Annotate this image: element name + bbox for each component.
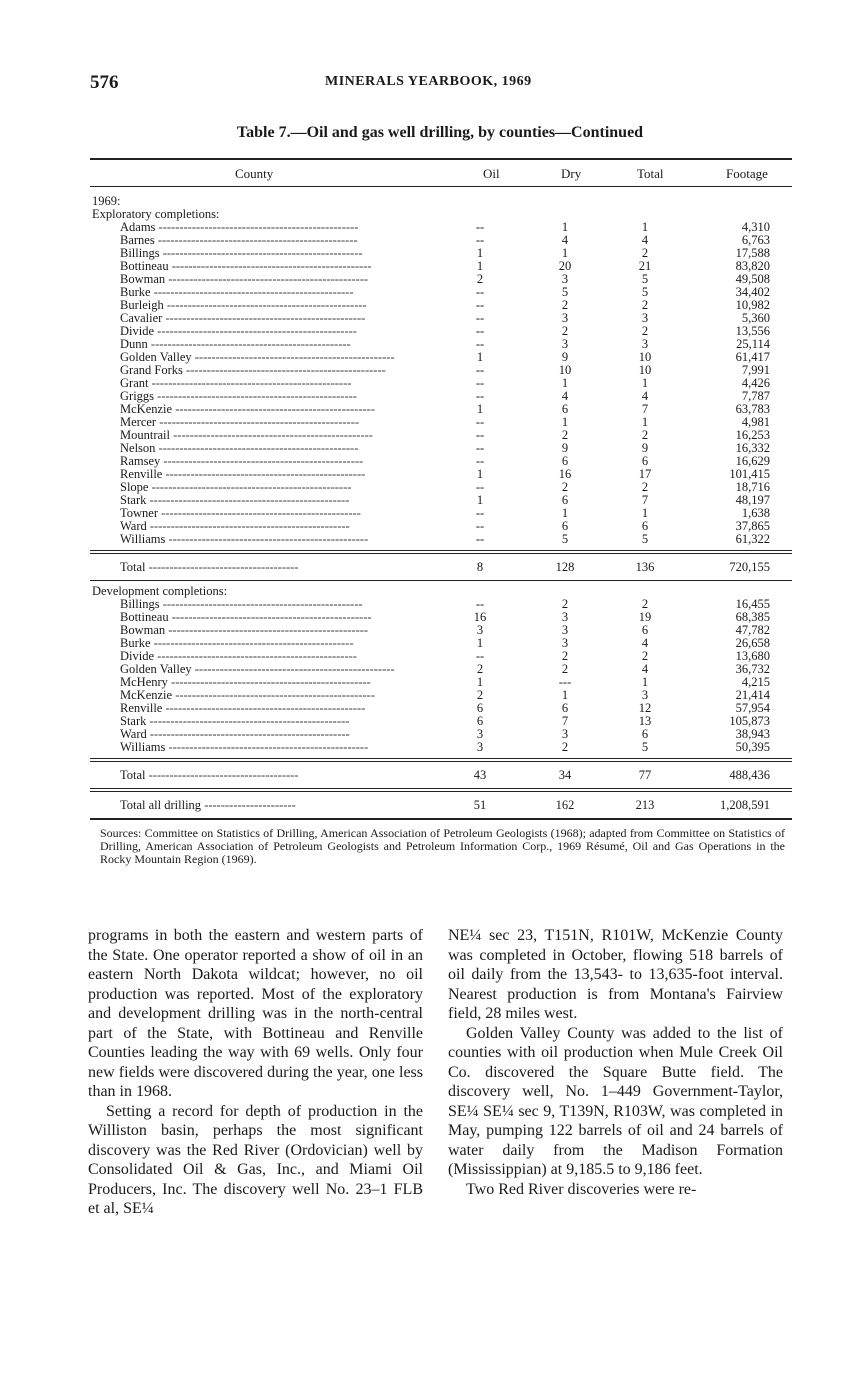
oil-count: --: [475, 337, 485, 351]
section-label-exploratory: Exploratory completions:: [92, 208, 220, 221]
col-header-dry: Dry: [561, 166, 582, 181]
county-name: Billings ------------------------------------------------: [120, 247, 363, 260]
county-name: Bottineau ------------------------------------------------: [120, 260, 372, 273]
grand-total-total: 213: [635, 798, 655, 812]
footage-value: 7,787: [741, 389, 770, 403]
total-count: 3: [641, 688, 649, 702]
oil-count: 2: [476, 688, 484, 702]
table-row: [90, 299, 792, 312]
dry-count: 6: [561, 493, 569, 507]
footage-value: 1,638: [741, 506, 770, 520]
total-count: 2: [641, 428, 649, 442]
total-count: 2: [641, 246, 649, 260]
footage-value: 18,716: [735, 480, 770, 494]
dry-count: ---: [558, 675, 572, 689]
total-count: 9: [641, 441, 649, 455]
oil-count: 2: [476, 272, 484, 286]
footage-value: 16,455: [735, 597, 770, 611]
footage-value: 38,943: [735, 727, 770, 741]
footage-value: 61,417: [735, 350, 770, 364]
county-name: Mountrail ------------------------------------------------: [120, 429, 373, 442]
table-row: [90, 741, 792, 754]
total-count: 5: [641, 272, 649, 286]
dry-count: 6: [561, 519, 569, 533]
oil-count: --: [475, 480, 485, 494]
total-count: 7: [641, 402, 649, 416]
total-count: 6: [641, 623, 649, 637]
dry-count: 3: [561, 623, 569, 637]
oil-count: --: [475, 441, 485, 455]
county-name: Renville ------------------------------------------------: [120, 468, 366, 481]
footage-value: 4,981: [741, 415, 770, 429]
oil-count: --: [475, 519, 485, 533]
year-label: 1969:: [92, 195, 121, 208]
dry-count: 3: [561, 272, 569, 286]
dry-count: 3: [561, 636, 569, 650]
oil-count: 1: [476, 636, 484, 650]
county-name: McKenzie ------------------------------------------------: [120, 689, 375, 702]
oil-count: 1: [476, 246, 484, 260]
oil-count: --: [475, 298, 485, 312]
page-number: 576: [90, 72, 119, 93]
table-row: [90, 312, 792, 325]
table-row: [90, 624, 792, 637]
oil-count: 16: [473, 610, 487, 624]
county-name: Barnes ------------------------------------------------: [120, 234, 358, 247]
table-row: [90, 481, 792, 494]
footage-value: 4,310: [741, 220, 770, 234]
total-count: 6: [641, 519, 649, 533]
footage-value: 61,322: [735, 532, 770, 546]
oil-count: 1: [476, 259, 484, 273]
footage-value: 16,629: [735, 454, 770, 468]
oil-count: --: [475, 233, 485, 247]
oil-count: --: [475, 220, 485, 234]
footage-value: 26,658: [735, 636, 770, 650]
county-name: Mercer ------------------------------------------------: [120, 416, 360, 429]
table-row: [90, 442, 792, 455]
county-name: Burke ------------------------------------------------: [120, 637, 354, 650]
dry-count: 9: [561, 350, 569, 364]
total-oil: 8: [476, 560, 484, 574]
table-row: [90, 325, 792, 338]
table-header-row: [90, 160, 792, 186]
dry-count: 1: [561, 220, 569, 234]
dry-count: 10: [558, 363, 572, 377]
total-count: 2: [641, 597, 649, 611]
dry-count: 7: [561, 714, 569, 728]
dry-count: 2: [561, 324, 569, 338]
oil-count: 1: [476, 467, 484, 481]
footage-value: 49,508: [735, 272, 770, 286]
total-count: 6: [641, 454, 649, 468]
dry-count: 3: [561, 727, 569, 741]
footage-value: 13,556: [735, 324, 770, 338]
total-dry: 34: [558, 768, 572, 782]
dry-count: 3: [561, 311, 569, 325]
footage-value: 83,820: [735, 259, 770, 273]
dry-count: 6: [561, 402, 569, 416]
table-row: [90, 689, 792, 702]
total-count: 5: [641, 740, 649, 754]
footage-value: 13,680: [735, 649, 770, 663]
drilling-table: [90, 158, 792, 820]
table-row: [90, 455, 792, 468]
running-title: MINERALS YEARBOOK, 1969: [325, 74, 532, 89]
oil-count: 3: [476, 740, 484, 754]
total-oil: 43: [473, 768, 487, 782]
table-row: [90, 377, 792, 390]
exploratory-rows: [90, 221, 792, 546]
total-count: 10: [638, 363, 652, 377]
total-count: 1: [641, 675, 649, 689]
oil-count: --: [475, 597, 485, 611]
dry-count: 3: [561, 337, 569, 351]
footage-value: 17,588: [735, 246, 770, 260]
county-name: McHenry ------------------------------------------------: [120, 676, 371, 689]
total-count: 7: [641, 493, 649, 507]
table-row: [90, 390, 792, 403]
dry-count: 1: [561, 506, 569, 520]
footage-value: 57,954: [735, 701, 770, 715]
footage-value: 105,873: [729, 714, 770, 728]
paragraph: Setting a record for depth of production in the Williston basin, perhaps the most significant discovery was the Red River (Ordovician) well by Consolidated Oil & Gas, Inc., and Miami Oil Producers, Inc. The discovery well No. 23–1 FLB et al, SE¼: [88, 1102, 423, 1217]
footage-value: 16,332: [735, 441, 770, 455]
exploratory-total-row: [90, 554, 792, 580]
total-footage: 720,155: [729, 560, 770, 574]
footage-value: 21,414: [735, 688, 770, 702]
dry-count: 1: [561, 376, 569, 390]
table-row: [90, 221, 792, 234]
total-count: 3: [641, 337, 649, 351]
total-count: 5: [641, 532, 649, 546]
col-header-footage: Footage: [726, 166, 768, 181]
dry-count: 2: [561, 480, 569, 494]
col-header-total: Total: [637, 166, 664, 181]
table-row: [90, 520, 792, 533]
dry-count: 4: [561, 389, 569, 403]
county-name: McKenzie ------------------------------------------------: [120, 403, 375, 416]
oil-count: --: [475, 649, 485, 663]
county-name: Ramsey ------------------------------------------------: [120, 455, 364, 468]
table-row: [90, 260, 792, 273]
dry-count: 6: [561, 454, 569, 468]
body-column-left: [88, 926, 423, 1219]
paragraph: programs in both the eastern and western parts of the State. One operator reported a show of oil in an eastern North Dakota wildcat; however, no oil production was reported. Most of the exploratory and development drilling was in the north-central part of the State, with Bottineau and Renville Counties leading the way with 69 wells. Only four new fields were discovered during the year, one less than in 1968.: [88, 927, 423, 1100]
total-count: 2: [641, 649, 649, 663]
total-count: 2: [641, 480, 649, 494]
total-footage: 488,436: [729, 768, 770, 782]
county-name: Golden Valley ------------------------------------------------: [120, 351, 395, 364]
grand-total-oil: 51: [473, 798, 487, 812]
county-name: Towner ------------------------------------------------: [120, 507, 361, 520]
oil-count: --: [475, 376, 485, 390]
county-name: Grand Forks ------------------------------------------------: [120, 364, 386, 377]
section-label-development: Development completions:: [92, 585, 228, 598]
county-name: Burke ------------------------------------------------: [120, 286, 354, 299]
footage-value: 10,982: [735, 298, 770, 312]
county-name: Griggs ------------------------------------------------: [120, 390, 357, 403]
oil-count: --: [475, 285, 485, 299]
total-label: Total ------------------------------------: [120, 561, 299, 574]
total-count: 1: [641, 376, 649, 390]
county-name: Grant ------------------------------------------------: [120, 377, 352, 390]
table-row: [90, 247, 792, 260]
county-name: Stark ------------------------------------------------: [120, 715, 350, 728]
total-count: 2: [641, 324, 649, 338]
footage-value: 6,763: [741, 233, 770, 247]
county-name: Williams ------------------------------------------------: [120, 533, 369, 546]
footage-value: 7,991: [741, 363, 770, 377]
county-name: Divide ------------------------------------------------: [120, 325, 357, 338]
footage-value: 36,732: [735, 662, 770, 676]
table-row: [90, 338, 792, 351]
county-name: Adams ------------------------------------------------: [120, 221, 359, 234]
county-name: Bottineau ------------------------------------------------: [120, 611, 372, 624]
county-name: Renville ------------------------------------------------: [120, 702, 366, 715]
footage-value: 4,215: [741, 675, 770, 689]
table-row: [90, 728, 792, 741]
footage-value: 101,415: [729, 467, 770, 481]
total-count: 1: [641, 415, 649, 429]
total-count: 21: [638, 259, 652, 273]
footage-value: 16,253: [735, 428, 770, 442]
footage-value: 48,197: [735, 493, 770, 507]
dry-count: 2: [561, 740, 569, 754]
table-row: [90, 429, 792, 442]
total-count: 17: [638, 467, 652, 481]
table-row: [90, 364, 792, 377]
paragraph: NE¼ sec 23, T151N, R101W, McKenzie County was completed in October, flowing 518 barrels of oil daily from the 13,543- to 13,635-foot interval. Nearest production is from Montana's Fairview field, 28 miles west.: [448, 927, 783, 1022]
table-sources-note: Sources: Committee on Statistics of Drilling, American Association of Petroleum Geologists (1968); adapted from Committee on Statistics of Drilling, American Association of Petroleum Geologists and Petroleum Information Corp., 1969 Résumé, Oil and Gas Operations in the Rocky Mountain Region (1969).: [100, 826, 785, 866]
oil-count: 1: [476, 350, 484, 364]
table-row: [90, 702, 792, 715]
col-header-county: County: [235, 166, 274, 181]
oil-count: --: [475, 415, 485, 429]
county-name: Nelson ------------------------------------------------: [120, 442, 359, 455]
table-row: [90, 637, 792, 650]
oil-count: --: [475, 324, 485, 338]
oil-count: 3: [476, 727, 484, 741]
footage-value: 25,114: [736, 337, 770, 351]
development-total-row: [90, 762, 792, 788]
paragraph: Golden Valley County was added to the list of counties with oil production when Mule Creek Oil Co. discovered the Square Butte field. The discovery well, No. 1–449 Government-Taylor, SE¼ SE¼ sec 9, T139N, R103W, was completed in May, pumping 122 barrels of oil and 24 barrels of water daily from the Madison Formation (Mississippian) at 9,185.5 to 9,186 feet.: [448, 1024, 783, 1178]
county-name: Cavalier ------------------------------------------------: [120, 312, 366, 325]
dry-count: 2: [561, 298, 569, 312]
county-name: Burleigh ------------------------------------------------: [120, 299, 367, 312]
dry-count: 16: [558, 467, 572, 481]
table-row: [90, 598, 792, 611]
total-total: 136: [635, 560, 655, 574]
footage-value: 47,782: [735, 623, 770, 637]
total-total: 77: [638, 768, 652, 782]
table-row: [90, 533, 792, 546]
total-count: 10: [638, 350, 652, 364]
county-name: Bowman ------------------------------------------------: [120, 273, 369, 286]
footage-value: 34,402: [735, 285, 770, 299]
page-header: [90, 72, 790, 96]
col-header-oil: Oil: [483, 166, 500, 181]
footage-value: 68,385: [735, 610, 770, 624]
oil-count: --: [475, 363, 485, 377]
county-name: Slope ------------------------------------------------: [120, 481, 352, 494]
dry-count: 5: [561, 532, 569, 546]
footage-value: 5,360: [741, 311, 770, 325]
table-row: [90, 650, 792, 663]
table-caption: Table 7.—Oil and gas well drilling, by counties—Continued: [236, 124, 644, 141]
total-count: 1: [641, 506, 649, 520]
total-dry: 128: [555, 560, 575, 574]
table-row: [90, 494, 792, 507]
dry-count: 2: [561, 428, 569, 442]
total-label: Total ------------------------------------: [120, 769, 299, 782]
table-row: [90, 273, 792, 286]
table-row: [90, 416, 792, 429]
dry-count: 5: [561, 285, 569, 299]
footage-value: 63,783: [735, 402, 770, 416]
table-row: [90, 351, 792, 364]
oil-count: --: [475, 506, 485, 520]
oil-count: --: [475, 454, 485, 468]
table-row: [90, 715, 792, 728]
table-row: [90, 234, 792, 247]
dry-count: 2: [561, 597, 569, 611]
total-count: 3: [641, 311, 649, 325]
dry-count: 4: [561, 233, 569, 247]
total-count: 4: [641, 389, 649, 403]
county-name: Dunn ------------------------------------------------: [120, 338, 351, 351]
footage-value: 4,426: [741, 376, 770, 390]
table-row: [90, 663, 792, 676]
oil-count: 2: [476, 662, 484, 676]
county-name: Billings ------------------------------------------------: [120, 598, 363, 611]
dry-count: 2: [561, 649, 569, 663]
dry-count: 1: [561, 246, 569, 260]
dry-count: 1: [561, 415, 569, 429]
oil-count: --: [475, 532, 485, 546]
total-count: 2: [641, 298, 649, 312]
table-row: [90, 676, 792, 689]
oil-count: 3: [476, 623, 484, 637]
footage-value: 50,395: [735, 740, 770, 754]
dry-count: 1: [561, 688, 569, 702]
table-row: [90, 611, 792, 624]
total-count: 1: [641, 220, 649, 234]
total-count: 12: [638, 701, 652, 715]
total-count: 6: [641, 727, 649, 741]
dry-count: 3: [561, 610, 569, 624]
paragraph: Two Red River discoveries were re-: [466, 1180, 697, 1198]
grand-total-row: [90, 792, 792, 818]
total-count: 19: [638, 610, 652, 624]
county-name: Ward ------------------------------------------------: [120, 728, 350, 741]
total-count: 4: [641, 662, 649, 676]
county-name: Ward ------------------------------------------------: [120, 520, 350, 533]
county-name: Divide ------------------------------------------------: [120, 650, 357, 663]
oil-count: --: [475, 428, 485, 442]
table-row: [90, 286, 792, 299]
oil-count: 1: [476, 402, 484, 416]
body-column-right: [448, 926, 783, 1199]
oil-count: 1: [476, 493, 484, 507]
table-row: [90, 403, 792, 416]
oil-count: 1: [476, 675, 484, 689]
dry-count: 9: [561, 441, 569, 455]
county-name: Bowman ------------------------------------------------: [120, 624, 369, 637]
table-row: [90, 468, 792, 481]
grand-total-footage: 1,208,591: [720, 798, 770, 812]
county-name: Stark ------------------------------------------------: [120, 494, 350, 507]
grand-total-dry: 162: [555, 798, 575, 812]
dry-count: 20: [558, 259, 572, 273]
grand-total-label: Total all drilling ----------------------: [120, 799, 296, 812]
oil-count: 6: [476, 714, 484, 728]
total-count: 4: [641, 636, 649, 650]
table-row: [90, 507, 792, 520]
total-count: 4: [641, 233, 649, 247]
county-name: Williams ------------------------------------------------: [120, 741, 369, 754]
county-name: Golden Valley ------------------------------------------------: [120, 663, 395, 676]
dry-count: 6: [561, 701, 569, 715]
oil-count: --: [475, 389, 485, 403]
oil-count: 6: [476, 701, 484, 715]
development-rows: [90, 598, 792, 754]
dry-count: 2: [561, 662, 569, 676]
total-count: 5: [641, 285, 649, 299]
total-count: 13: [638, 714, 652, 728]
footage-value: 37,865: [735, 519, 770, 533]
oil-count: --: [475, 311, 485, 325]
